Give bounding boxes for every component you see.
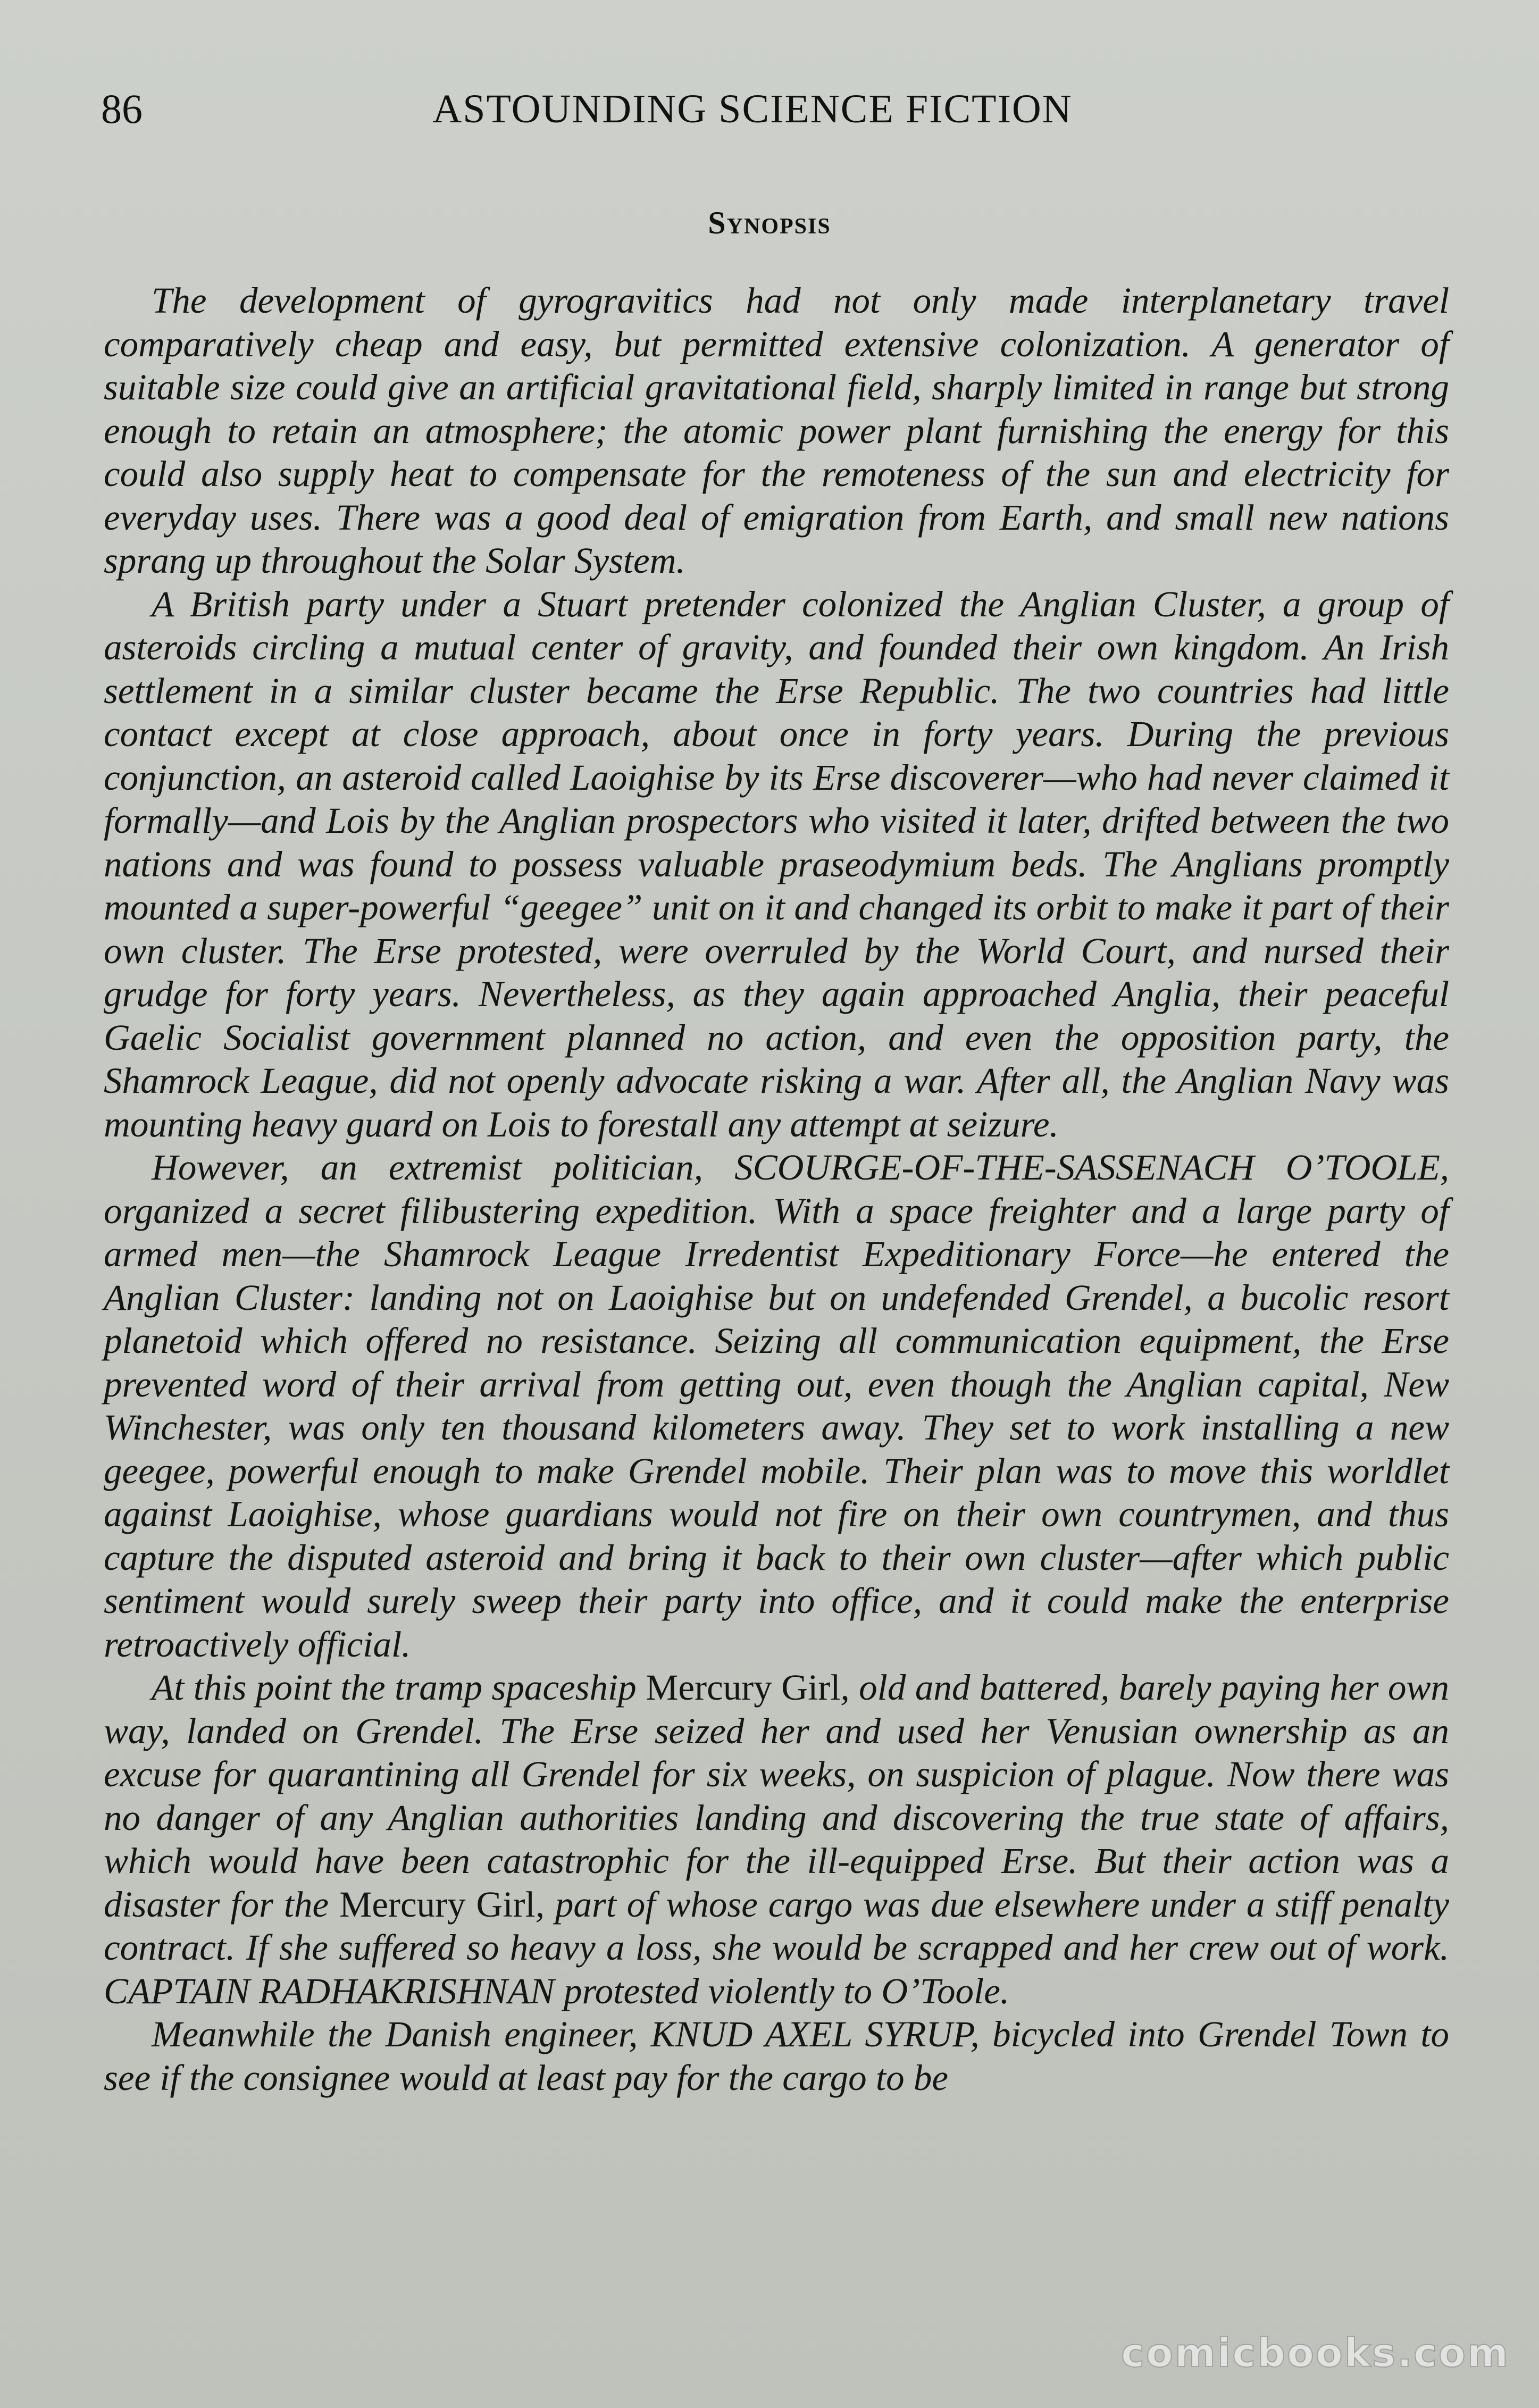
- paragraph-text: The development of gyrogravitics had not only made interplanetary travel comparatively cheap and easy, but permitted extensive colonization. A generator of suitable size could give an artificial gravitational field, sharply limited in range but strong enough to retain an atmosphere; the atomic power plant furnishing the energy for this could also supply heat to compensate for the remoteness of the sun and electricity for everyday uses. There was a good deal of emigration from Earth, and small new nations sprang up throughout the Solar System.: [104, 280, 1449, 581]
- paragraph-text: A British party under a Stuart pretender colonized the Anglian Cluster, a group of asteroids circling a mutual center of gravity, and founded their own kingdom. An Irish settlement in a similar cluster became the Erse Republic. The two countries had little contact except at close approach, about once in forty years. During the previous conjunction, an asteroid called Laoighise by its Erse discoverer—who had never claimed it formally—and Lois by the Anglian prospectors who visited it later, drifted between the two nations and was found to possess valuable praseodymium beds. The Anglians promptly mounted a super-powerful “geegee” unit on it and changed its orbit to make it part of their own cluster. The Erse protested, were overruled by the World Court, and nursed their grudge for forty years. Nevertheless, as they again approached Anglia, their peaceful Gaelic Socialist government planned no action, and even the opposition party, the Shamrock League, did not openly advocate risking a war. After all, the Anglian Navy was mounting heavy guard on Lois to forestall any attempt at seizure.: [104, 583, 1449, 1144]
- synopsis-heading: Synopsis: [708, 205, 831, 240]
- paragraph-text: At this point the tramp spaceship: [152, 1667, 646, 1708]
- synopsis-paragraph: [104, 279, 1449, 583]
- page-number: 86: [101, 86, 143, 132]
- paragraph-text: However, an extremist politician, SCOURGE-OF-THE-SASSENACH O’TOOLE, organized a secret filibustering expedition. With a space freighter and a large party of armed men—the Shamrock League Irredentist Expeditionary Force—he entered the Anglian Cluster: landing not on Laoighise but on undefended Grendel, a bucolic resort planetoid which offered no resistance. Seizing all communication equipment, the Erse prevented word of their arrival from getting out, even though the Anglian capital, New Winchester, was only ten thousand kilometers away. They set to work installing a new geegee, powerful enough to make Grendel mobile. Their plan was to move this worldlet against Laoighise, whose guardians would not fire on their own countrymen, and thus capture the disputed asteroid and bring it back to their own cluster—after which public sentiment would surely sweep their party into office, and it could make the enterprise retroactively official.: [104, 1147, 1449, 1665]
- running-head: [101, 82, 1452, 136]
- synopsis-paragraph: [104, 1666, 1449, 2013]
- paragraph-text: Meanwhile the Danish engineer, KNUD AXEL SYRUP, bicycled into Grendel Town to see if the consignee would at least pay for the cargo to be: [104, 2014, 1449, 2098]
- synopsis-paragraph: [104, 2013, 1449, 2100]
- ship-name: Mercury Girl: [646, 1667, 841, 1708]
- paragraph-text: , old and battered, barely paying her own way, landed on Grendel. The Erse seized her and used her Venusian ownership as an excuse for quarantining all Grendel for six weeks, on suspicion of plague. Now there was no danger of any Anglian authorities landing and discovering the true state of affairs, which would have been catastrophic for the ill-equipped Erse. But their action was a disaster for the: [104, 1667, 1449, 1925]
- watermark: comicbooks.com: [1121, 2330, 1510, 2376]
- synopsis-paragraph: [104, 583, 1449, 1147]
- paragraph-text: , part of whose cargo was due elsewhere under a stiff penalty contract. If she suffered so heavy a loss, she would be scrapped and her crew out of work. CAPTAIN RADHAKRISHNAN protested violently to O’Toole.: [104, 1884, 1449, 2011]
- magazine-title: ASTOUNDING SCIENCE FICTION: [432, 87, 1073, 131]
- synopsis-body: [104, 279, 1449, 2100]
- ship-name: Mercury Girl: [339, 1884, 536, 1925]
- synopsis-paragraph: [104, 1146, 1449, 1666]
